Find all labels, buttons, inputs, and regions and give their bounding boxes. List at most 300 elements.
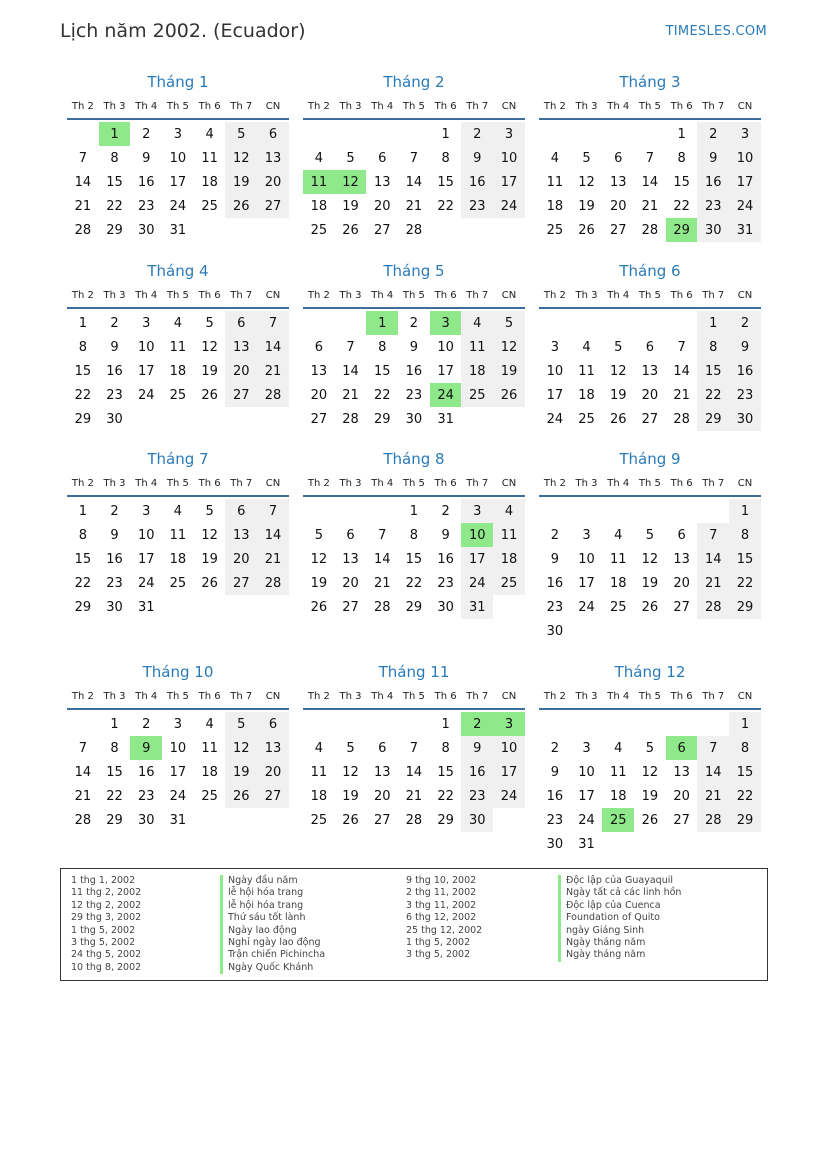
weekday-header: [303, 94, 525, 120]
day-cell: 29: [74, 599, 92, 615]
empty-cell: [634, 311, 666, 335]
weekday-label: Th 3: [103, 690, 126, 702]
day-cell: 8: [441, 150, 450, 166]
day-cell: 21: [342, 387, 359, 403]
day-cell: 3: [582, 527, 591, 543]
day-cell: 14: [257, 335, 289, 359]
day-cell: 16: [546, 575, 564, 591]
day-cell: 25: [310, 812, 328, 828]
weekday-label: Th 2: [307, 100, 330, 112]
day-cell: 16: [137, 764, 155, 780]
day-cell: 12: [641, 551, 659, 567]
day-cell: 20: [641, 387, 659, 403]
legend-entry: lễ hội hóa trang: [220, 887, 325, 899]
empty-cell: [303, 499, 335, 523]
day-cell: 20: [257, 170, 289, 194]
day-cell: 5: [346, 740, 355, 756]
day-cell: 4: [614, 527, 623, 543]
day-cell: 14: [74, 764, 92, 780]
day-cell: 27: [609, 222, 627, 238]
day-cell: 20: [373, 788, 391, 804]
day-cell: 14: [697, 547, 729, 571]
day-cell: 23: [106, 575, 123, 591]
day-cell: 23: [405, 387, 423, 403]
day-cell: 31: [169, 812, 187, 828]
weekday-label: Th 3: [339, 477, 362, 489]
holiday-day-cell: 29: [666, 218, 698, 242]
day-cell: 22: [373, 387, 391, 403]
weekday-label: Th 2: [307, 477, 330, 489]
day-cell: 8: [441, 740, 450, 756]
days-grid: [67, 122, 289, 242]
weekday-label: Th 5: [402, 100, 425, 112]
empty-cell: [602, 311, 634, 335]
day-cell: 17: [729, 170, 761, 194]
weekday-label: Th 5: [402, 477, 425, 489]
day-cell: 22: [405, 575, 423, 591]
empty-cell: [602, 499, 634, 523]
day-cell: 17: [493, 170, 525, 194]
weekday-label: Th 7: [230, 100, 253, 112]
legend-entry: Độc lập của Guayaquil: [558, 875, 681, 887]
day-cell: 3: [142, 503, 151, 519]
day-cell: 19: [225, 760, 257, 784]
weekday-label: CN: [265, 690, 281, 702]
day-cell: 13: [641, 363, 659, 379]
weekday-label: Th 6: [198, 477, 221, 489]
day-cell: 25: [546, 222, 564, 238]
day-cell: 23: [461, 784, 493, 808]
weekday-label: Th 2: [307, 690, 330, 702]
day-cell: 19: [641, 788, 659, 804]
day-cell: 8: [78, 527, 87, 543]
empty-cell: [335, 499, 367, 523]
empty-cell: [303, 122, 335, 146]
day-cell: 6: [677, 527, 686, 543]
day-cell: 22: [106, 198, 123, 214]
day-cell: 26: [641, 599, 659, 615]
weekday-label: Th 5: [402, 289, 425, 301]
day-cell: 11: [201, 150, 218, 166]
day-cell: 10: [169, 740, 187, 756]
day-cell: 28: [641, 222, 659, 238]
day-cell: 19: [201, 363, 218, 379]
empty-cell: [539, 712, 571, 736]
empty-cell: [335, 712, 367, 736]
weekday-label: CN: [265, 289, 281, 301]
day-cell: 17: [546, 387, 564, 403]
day-cell: 4: [582, 339, 591, 355]
weekday-label: CN: [501, 289, 517, 301]
day-cell: 11: [169, 339, 187, 355]
day-cell: 4: [461, 311, 493, 335]
day-cell: 5: [225, 712, 257, 736]
day-cell: 10: [437, 339, 454, 355]
days-grid: [303, 311, 525, 431]
weekday-label: Th 4: [371, 289, 394, 301]
day-cell: 16: [405, 363, 423, 379]
weekday-header: [539, 283, 761, 309]
day-cell: 20: [673, 788, 690, 804]
day-cell: 20: [673, 575, 690, 591]
weekday-label: Th 5: [166, 690, 189, 702]
legend-entry: 1 thg 5, 2002: [406, 937, 471, 949]
day-cell: 13: [609, 174, 627, 190]
day-cell: 17: [137, 551, 155, 567]
day-cell: 8: [729, 736, 761, 760]
month-block: [539, 660, 761, 856]
empty-cell: [398, 122, 430, 146]
weekday-header: [539, 684, 761, 710]
day-cell: 22: [106, 788, 123, 804]
day-cell: 12: [493, 335, 525, 359]
weekday-label: Th 7: [466, 100, 489, 112]
day-cell: 15: [405, 551, 423, 567]
empty-cell: [539, 311, 571, 335]
day-cell: 2: [697, 122, 729, 146]
day-cell: 4: [314, 740, 323, 756]
day-cell: 24: [461, 571, 493, 595]
day-cell: 27: [673, 599, 690, 615]
weekday-label: Th 2: [71, 289, 94, 301]
month-title: Tháng 5: [383, 262, 445, 280]
day-cell: 22: [74, 387, 92, 403]
holiday-day-cell: 6: [666, 736, 698, 760]
day-cell: 5: [645, 527, 655, 543]
legend-entry: 3 thg 11, 2002: [406, 899, 477, 911]
legend-entry: lễ hội hóa trang: [220, 900, 325, 912]
day-cell: 2: [729, 311, 761, 335]
month-block: [539, 447, 761, 643]
day-cell: 20: [225, 547, 257, 571]
month-title: Tháng 2: [383, 73, 445, 91]
legend-names-col2: [558, 875, 681, 962]
day-cell: 27: [225, 571, 257, 595]
day-cell: 9: [697, 146, 729, 170]
empty-cell: [335, 311, 367, 335]
weekday-label: Th 4: [371, 100, 394, 112]
legend-entry: 3 thg 5, 2002: [71, 937, 136, 949]
day-cell: 7: [409, 150, 419, 166]
day-cell: 13: [257, 146, 289, 170]
day-cell: 7: [257, 311, 289, 335]
day-cell: 16: [461, 760, 493, 784]
day-cell: 1: [409, 503, 419, 519]
month-title: Tháng 4: [147, 262, 209, 280]
day-cell: 6: [225, 311, 257, 335]
day-cell: 26: [342, 812, 359, 828]
day-cell: 5: [493, 311, 525, 335]
day-cell: 9: [409, 339, 419, 355]
days-grid: [539, 122, 761, 242]
day-cell: 30: [405, 411, 423, 427]
day-cell: 3: [582, 740, 591, 756]
day-cell: 18: [461, 359, 493, 383]
day-cell: 2: [110, 503, 119, 519]
day-cell: 4: [173, 503, 183, 519]
day-cell: 17: [169, 764, 187, 780]
weekday-header: [67, 94, 289, 120]
day-cell: 11: [578, 363, 595, 379]
day-cell: 28: [673, 411, 690, 427]
weekday-header: [539, 471, 761, 497]
weekday-header: [303, 471, 525, 497]
day-cell: 1: [697, 311, 729, 335]
day-cell: 19: [342, 788, 359, 804]
page-title: Lịch năm 2002. (Ecuador): [60, 20, 306, 42]
holiday-legend: [60, 868, 768, 981]
day-cell: 12: [225, 146, 257, 170]
day-cell: 16: [437, 551, 454, 567]
day-cell: 23: [546, 599, 564, 615]
empty-cell: [634, 712, 666, 736]
month-title: Tháng 8: [383, 450, 445, 468]
day-cell: 21: [697, 784, 729, 808]
weekday-header: [539, 94, 761, 120]
day-cell: 3: [142, 315, 151, 331]
day-cell: 24: [493, 194, 525, 218]
day-cell: 26: [201, 575, 218, 591]
day-cell: 19: [342, 198, 359, 214]
day-cell: 23: [461, 194, 493, 218]
weekday-label: Th 6: [198, 289, 221, 301]
day-cell: 8: [409, 527, 419, 543]
empty-cell: [303, 712, 335, 736]
days-grid: [303, 499, 525, 619]
day-cell: 21: [74, 788, 92, 804]
day-cell: 16: [106, 551, 123, 567]
day-cell: 3: [173, 126, 183, 142]
day-cell: 15: [673, 174, 690, 190]
day-cell: 29: [106, 812, 123, 828]
holiday-day-cell: 25: [602, 808, 634, 832]
days-grid: [67, 712, 289, 832]
day-cell: 13: [310, 363, 328, 379]
day-cell: 3: [173, 716, 183, 732]
month-title: Tháng 6: [619, 262, 681, 280]
day-cell: 19: [641, 575, 659, 591]
weekday-label: Th 4: [371, 690, 394, 702]
weekday-label: Th 5: [166, 477, 189, 489]
weekday-label: Th 5: [638, 690, 661, 702]
day-cell: 26: [493, 383, 525, 407]
holiday-day-cell: 12: [335, 170, 367, 194]
day-cell: 16: [546, 788, 564, 804]
day-cell: 18: [201, 764, 218, 780]
empty-cell: [571, 712, 603, 736]
weekday-label: CN: [737, 289, 753, 301]
legend-dates-col1: [71, 875, 141, 974]
day-cell: 24: [578, 812, 595, 828]
weekday-label: Th 7: [702, 100, 725, 112]
legend-entry: 9 thg 10, 2002: [406, 875, 477, 886]
weekday-label: Th 3: [575, 690, 598, 702]
weekday-label: Th 7: [702, 289, 725, 301]
day-cell: 26: [641, 812, 659, 828]
day-cell: 5: [205, 315, 214, 331]
day-cell: 12: [310, 551, 328, 567]
day-cell: 6: [645, 339, 655, 355]
empty-cell: [571, 311, 603, 335]
days-grid: [303, 712, 525, 832]
day-cell: 7: [409, 740, 419, 756]
weekday-label: Th 6: [434, 690, 457, 702]
day-cell: 10: [137, 339, 155, 355]
day-cell: 5: [645, 740, 655, 756]
day-cell: 9: [110, 527, 119, 543]
day-cell: 16: [137, 174, 155, 190]
day-cell: 21: [373, 575, 391, 591]
days-grid: [539, 311, 761, 431]
weekday-label: Th 4: [135, 100, 158, 112]
day-cell: 10: [493, 736, 525, 760]
day-cell: 15: [729, 760, 761, 784]
day-cell: 4: [205, 126, 214, 142]
day-cell: 18: [169, 551, 187, 567]
weekday-label: Th 6: [670, 477, 693, 489]
day-cell: 20: [225, 359, 257, 383]
day-cell: 21: [673, 387, 690, 403]
day-cell: 23: [437, 575, 454, 591]
month-block: [67, 70, 289, 242]
day-cell: 7: [697, 736, 729, 760]
day-cell: 24: [137, 575, 155, 591]
day-cell: 28: [405, 222, 423, 238]
day-cell: 26: [310, 599, 328, 615]
day-cell: 5: [205, 503, 214, 519]
weekday-label: Th 6: [670, 690, 693, 702]
legend-entry: 29 thg 3, 2002: [71, 912, 142, 924]
day-cell: 7: [697, 523, 729, 547]
day-cell: 31: [729, 218, 761, 242]
days-grid: [539, 499, 761, 643]
month-block: [303, 660, 525, 832]
day-cell: 17: [461, 547, 493, 571]
holiday-day-cell: 3: [430, 311, 462, 335]
day-cell: 8: [110, 740, 119, 756]
legend-entry: Ngày tháng năm: [558, 949, 681, 961]
legend-entry: Thứ sáu tốt lành: [220, 912, 325, 924]
day-cell: 6: [225, 499, 257, 523]
empty-cell: [335, 122, 367, 146]
weekday-label: Th 7: [230, 690, 253, 702]
weekday-label: Th 6: [198, 100, 221, 112]
day-cell: 3: [461, 499, 493, 523]
day-cell: 23: [137, 788, 155, 804]
legend-entry: 12 thg 2, 2002: [71, 899, 142, 911]
weekday-label: Th 2: [71, 477, 94, 489]
day-cell: 4: [314, 150, 323, 166]
weekday-label: Th 3: [339, 100, 362, 112]
legend-entry: 6 thg 12, 2002: [406, 912, 477, 924]
weekday-label: Th 3: [339, 690, 362, 702]
holiday-day-cell: 3: [493, 712, 525, 736]
day-cell: 10: [493, 146, 525, 170]
day-cell: 12: [225, 736, 257, 760]
day-cell: 26: [609, 411, 627, 427]
weekday-label: Th 3: [103, 100, 126, 112]
weekday-label: Th 6: [670, 100, 693, 112]
day-cell: 5: [582, 150, 591, 166]
day-cell: 13: [373, 764, 391, 780]
day-cell: 10: [546, 363, 564, 379]
legend-entry: Foundation of Quito: [558, 912, 681, 924]
day-cell: 23: [106, 387, 123, 403]
day-cell: 28: [405, 812, 423, 828]
day-cell: 30: [106, 411, 123, 427]
day-cell: 7: [257, 499, 289, 523]
day-cell: 20: [342, 575, 359, 591]
day-cell: 23: [137, 198, 155, 214]
day-cell: 1: [441, 126, 450, 142]
day-cell: 17: [578, 788, 595, 804]
day-cell: 16: [106, 363, 123, 379]
brand-link[interactable]: TIMESLES.COM: [665, 24, 767, 39]
day-cell: 18: [310, 198, 328, 214]
day-cell: 30: [137, 222, 155, 238]
day-cell: 7: [346, 339, 355, 355]
day-cell: 7: [78, 740, 87, 756]
day-cell: 25: [201, 788, 218, 804]
day-cell: 22: [673, 198, 690, 214]
day-cell: 14: [405, 764, 423, 780]
weekday-label: Th 2: [543, 690, 566, 702]
weekday-header: [303, 283, 525, 309]
legend-entry: Trận chiến Pichincha: [220, 949, 325, 961]
month-title: Tháng 11: [378, 663, 450, 681]
days-grid: [67, 311, 289, 431]
month-title: Tháng 7: [147, 450, 209, 468]
day-cell: 3: [550, 339, 559, 355]
day-cell: 15: [106, 174, 123, 190]
day-cell: 8: [729, 523, 761, 547]
day-cell: 8: [78, 339, 87, 355]
day-cell: 6: [257, 712, 289, 736]
day-cell: 16: [697, 170, 729, 194]
weekday-label: Th 7: [230, 289, 253, 301]
day-cell: 1: [729, 712, 761, 736]
empty-cell: [697, 712, 729, 736]
day-cell: 27: [673, 812, 690, 828]
legend-entry: Ngày Quốc Khánh: [220, 962, 325, 974]
day-cell: 30: [546, 623, 564, 639]
day-cell: 1: [729, 499, 761, 523]
day-cell: 30: [106, 599, 123, 615]
weekday-label: Th 4: [371, 477, 394, 489]
day-cell: 14: [405, 174, 423, 190]
day-cell: 14: [697, 760, 729, 784]
month-block: [303, 259, 525, 431]
day-cell: 21: [257, 359, 289, 383]
day-cell: 29: [405, 599, 423, 615]
day-cell: 27: [257, 784, 289, 808]
weekday-label: Th 2: [543, 477, 566, 489]
weekday-label: CN: [265, 100, 281, 112]
weekday-header: [67, 283, 289, 309]
day-cell: 27: [225, 383, 257, 407]
day-cell: 11: [493, 523, 525, 547]
day-cell: 26: [225, 784, 257, 808]
legend-entry: 2 thg 11, 2002: [406, 887, 477, 899]
day-cell: 17: [169, 174, 187, 190]
weekday-label: Th 4: [607, 289, 630, 301]
weekday-label: Th 4: [135, 289, 158, 301]
day-cell: 22: [74, 575, 92, 591]
weekday-label: Th 2: [543, 100, 566, 112]
day-cell: 24: [493, 784, 525, 808]
day-cell: 28: [257, 383, 289, 407]
day-cell: 14: [373, 551, 391, 567]
